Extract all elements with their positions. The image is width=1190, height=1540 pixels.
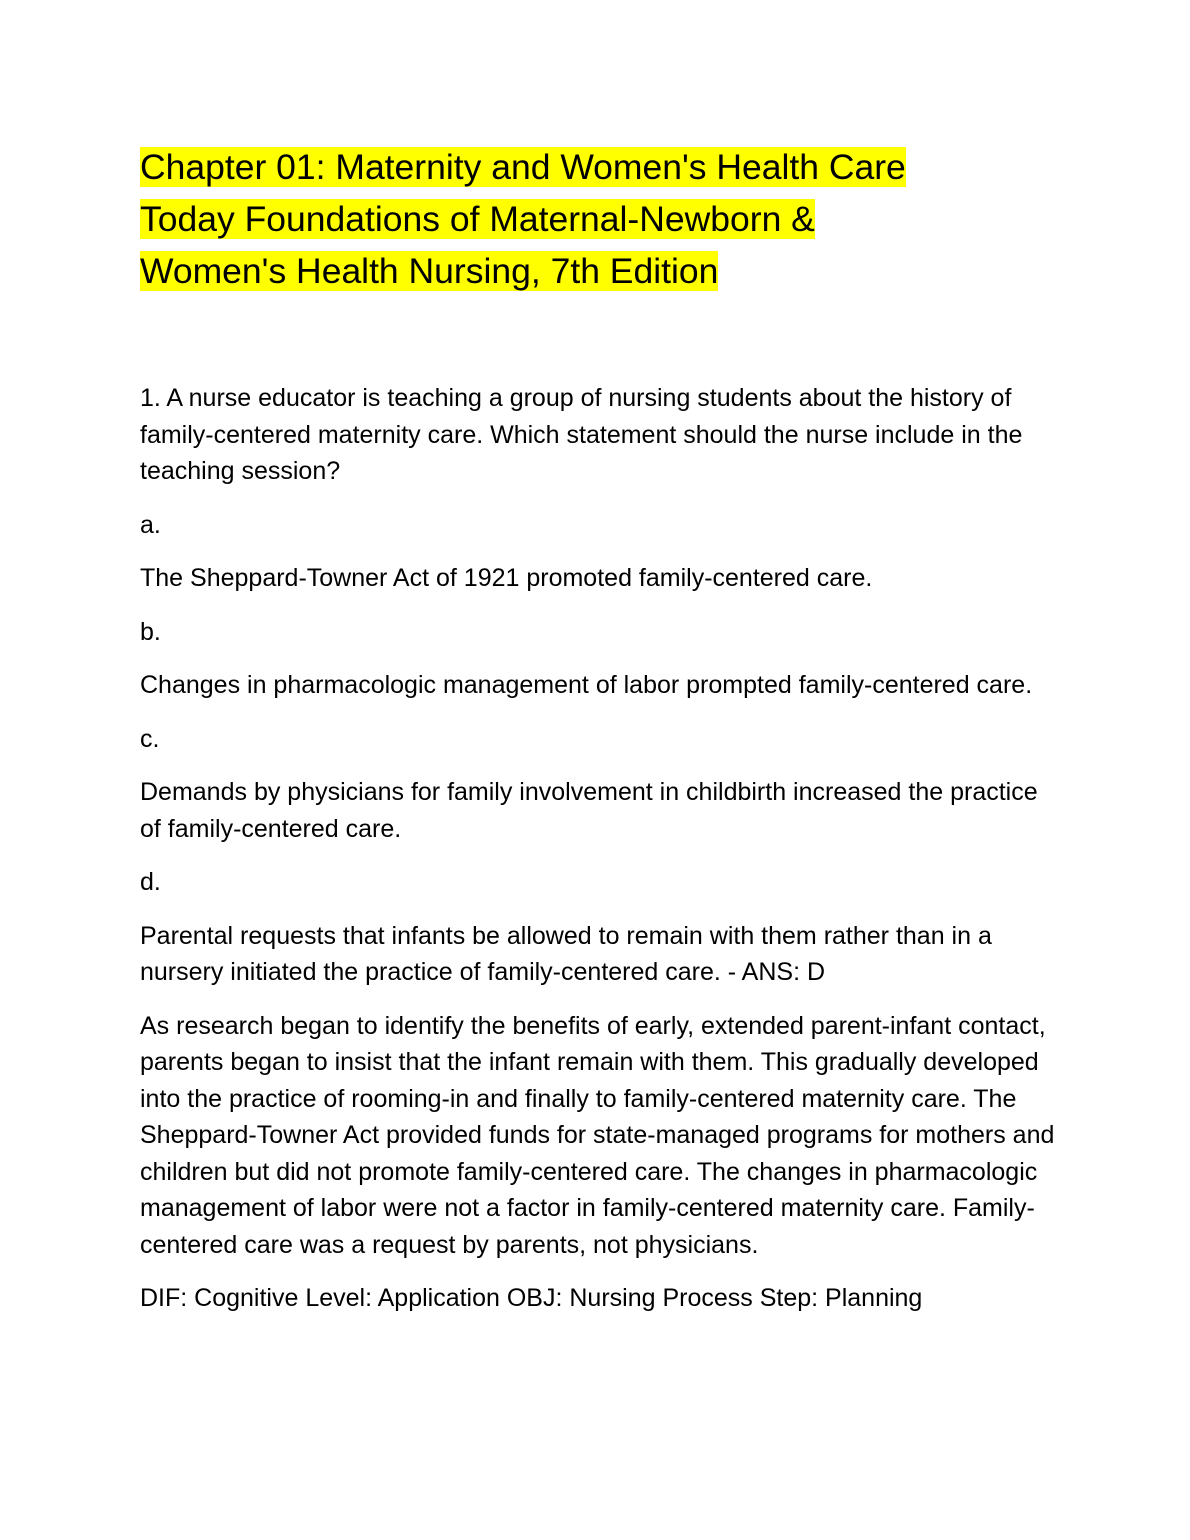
title-line: Chapter 01: Maternity and Women's Health Care — [140, 147, 906, 187]
option-c-text: Demands by physicians for family involvement in childbirth increased the practice of family-centered care. — [140, 778, 1038, 843]
option-d-text: Parental requests that infants be allowed to remain with them rather than in a nursery initiated the practice of family-centered care. - ANS: D — [140, 921, 992, 986]
option-d-letter: d. — [140, 868, 161, 896]
title-line: Women's Health Nursing, 7th Edition — [140, 251, 719, 291]
title-line: Today Foundations of Maternal-Newborn & — [140, 199, 815, 239]
option-c-letter: c. — [140, 724, 160, 753]
option-b-text: Changes in pharmacologic management of labor prompted family-centered care. — [140, 671, 1033, 699]
document-page — [140, 141, 1060, 1317]
option-b-letter: b. — [140, 617, 161, 646]
option-a-text: The Sheppard-Towner Act of 1921 promoted family-centered care. — [140, 564, 873, 592]
question-metadata: DIF: Cognitive Level: Application OBJ: Nursing Process Step: Planning — [140, 1284, 923, 1312]
rationale-text: As research began to identify the benefits of early, extended parent-infant contact, parents began to insist that the infant remain with them. This gradually developed into the practice of rooming-in and finally to family-centered maternity care. The Sheppard-Towner Act provided funds for state-managed programs for mothers and children but did not promote family-centered care. The changes in pharmacologic management of labor were not a factor in family-centered maternity care. Family-centered care was a request by parents, not physicians. — [140, 1011, 1055, 1259]
option-a-letter: a. — [140, 510, 161, 539]
page-title — [140, 141, 1060, 297]
question-stem: 1. A nurse educator is teaching a group of nursing students about the history of family-centered maternity care. Which statement should the nurse include in the teaching session? — [140, 384, 1023, 485]
question-block — [140, 380, 1060, 1317]
